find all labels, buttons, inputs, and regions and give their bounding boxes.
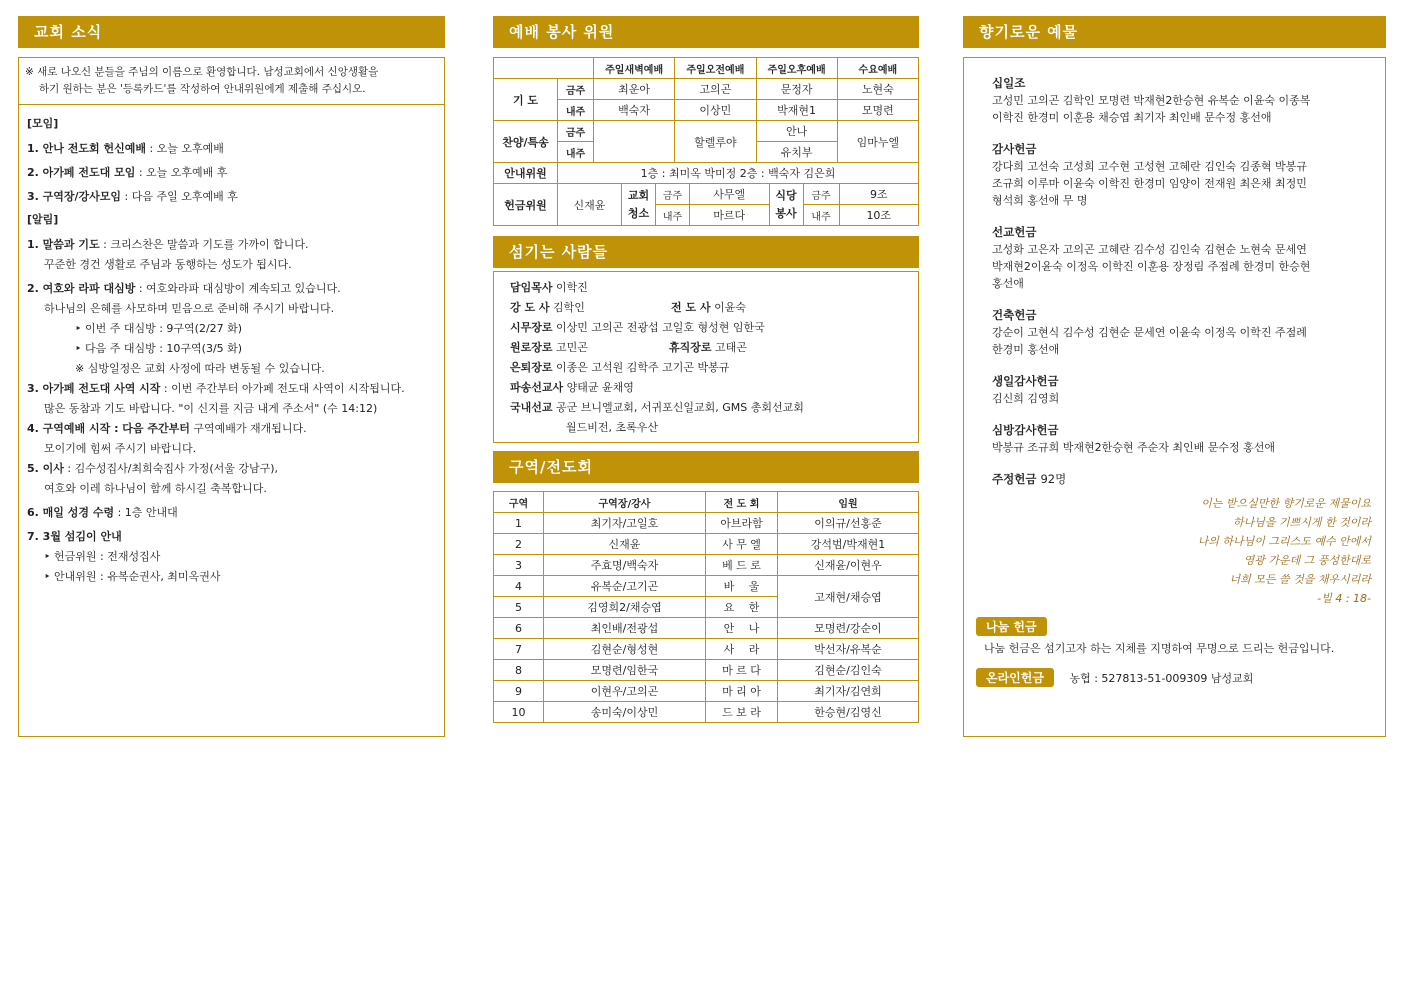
districts-table: 구역 구역장/강사 전 도 회 임원 1 최기자/고일호 아브라함 이의규/선홍준 2 신재윤 사 무 엘 강석범/박재현1 3 주효명/백숙자 베 드 로 신재윤/이현우 4 유복순/고기곤 바 울 고재현/채승엽 5 김영희2/채승엽 요 한 6 최인배/전광섭 안 나 모명련/강순이 7 김현순/형성현 사 라 박선자/유복순 8 모명련/임한국 마 르 다 김현순/김인숙 9 이현우/고의곤 마 리 아 최기자/김연희 10 송미숙/이상민 드 보 라 한승현/김영신	[493, 491, 919, 723]
notice-4-sub: 모이기에 힘써 주시기 바랍니다.	[44, 442, 197, 455]
section-meeting: [모임]	[27, 117, 59, 130]
table-row: 10 송미숙/이상민 드 보 라 한승현/김영신	[494, 702, 919, 723]
table-row: 8 모명련/임한국 마 르 다 김현순/김인숙	[494, 660, 919, 681]
guide-text: 1층 : 최미옥 박미정 2층 : 백숙자 김은희	[558, 163, 919, 184]
worship-table: 주일새벽예배 주일오전예배 주일오후예배 수요예배 기 도 금주 최운아 고의곤 문정자 노현숙 내주 백숙자 이상민 박재현1 모명련 찬양/특송 금주 할렐루야 안나 임마누엘 내주 유치부 안내위원 1층 : 최미옥 박미정 2층 : 백숙자 김은희	[493, 57, 919, 184]
offerings-column	[963, 16, 1386, 737]
notice-5: 5. 이사 : 김수성집사/최희숙집사 가정(서울 강남구),	[27, 462, 279, 475]
praise-label: 찬양/특송	[494, 121, 558, 163]
offerings-box	[963, 57, 1386, 737]
header-morning: 주일오전예배	[675, 58, 756, 79]
table-row: 7 김현순/형성현 사 라 박선자/유복순	[494, 639, 919, 660]
table-row: 4 유복순/고기곤 바 울 고재현/채승엽	[494, 576, 919, 597]
notice-3: 3. 아가페 전도대 사역 시작 : 이번 주간부터 아가페 전도대 사역이 시작됩니다.	[27, 382, 405, 395]
worship-column	[493, 16, 919, 723]
table-row: 1 최기자/고일호 아브라함 이의규/선홍준	[494, 513, 919, 534]
prayer-label: 기 도	[494, 79, 558, 121]
servants-box: 담임목사 이학진 강 도 사 김학인 전 도 사 이윤숙 시무장로 이상민 고의곤 전광섭 고일호 형성현 임한국 원로장로 고민곤 휴직장로 고태곤 은퇴장로 이종은 고석원 김학주 고기곤 박봉규 파송선교사 양태균 윤채영 국내선교 공군 브니엘교회, 서귀포신일교회, GMS 총회선교회 월드비전, 초록우산	[493, 271, 919, 443]
news-box	[18, 57, 445, 737]
bible-verse: 이는 받으실만한 향기로운 제물이요 하나님을 기쁘시게 한 것이라 나의 하나님이 그리스도 예수 안에서 영광 가운데 그 풍성한대로 너희 모든 쓸 것을 채우시리라 -빌 4 : 18-	[1197, 497, 1371, 605]
offerings-title: 향기로운 예물	[963, 16, 1386, 48]
notice-2-bullet-3: ※ 심방일정은 교회 사정에 따라 변동될 수 있습니다.	[75, 362, 325, 375]
notice-6: 6. 매일 성경 수령 : 1층 안내대	[27, 506, 178, 519]
guide-label: 안내위원	[494, 163, 558, 184]
notice-2-bullet-1: ‣ 이번 주 대심방 : 9구역(2/27 화)	[75, 322, 243, 335]
news-title: 교회 소식	[18, 16, 445, 48]
offering-table: 헌금위원 신재윤 교회 청소 금주 사무엘 식당 봉사 금주 9조 내주 마르다 내주 10조	[493, 183, 919, 226]
table-row: 6 최인배/전광섭 안 나 모명련/강순이	[494, 618, 919, 639]
meeting-3: 3. 구역장/강사모임 : 다음 주일 오후예배 후	[27, 190, 238, 203]
notice-1-sub: 꾸준한 경건 생활로 주님과 동행하는 성도가 됩시다.	[44, 258, 292, 271]
news-items	[19, 105, 444, 587]
share-offering: 나눔 헌금 나눔 헌금은 섬기고자 하는 지체를 지명하여 무명으로 드리는 헌금입니다.	[964, 608, 1385, 656]
welcome-notice: ※ 새로 나오신 분들을 주님의 이름으로 환영합니다. 남성교회에서 신앙생활을 하기 원하는 분은 '등록카드'를 작성하여 안내위원에게 제출해 주십시오.	[19, 58, 444, 105]
notice-2-sub: 하나님의 은혜를 사모하며 믿음으로 준비해 주시기 바랍니다.	[44, 302, 335, 315]
online-offering: 온라인헌금 농협 : 527813-51-009309 남성교회	[964, 656, 1385, 687]
section-notice: [알림]	[27, 213, 59, 226]
notice-3-sub: 많은 동참과 기도 바랍니다. "이 신지를 지금 내게 주소서" (수 14:12)	[44, 402, 378, 415]
meeting-2: 2. 아가페 전도대 모임 : 오늘 오후예배 후	[27, 166, 228, 179]
notice-7: 7. 3월 섬김이 안내	[27, 530, 122, 543]
header-dawn: 주일새벽예배	[594, 58, 675, 79]
servants-title: 섬기는 사람들	[493, 236, 919, 268]
table-row: 3 주효명/백숙자 베 드 로 신재윤/이현우	[494, 555, 919, 576]
notice-7-bullet-2: ‣ 안내위원 : 유복순권사, 최미옥권사	[44, 570, 221, 583]
header-wednesday: 수요예배	[837, 58, 918, 79]
notice-1: 1. 말씀과 기도 : 크리스찬은 말씀과 기도를 가까이 합니다.	[27, 238, 309, 251]
worship-title: 예배 봉사 위원	[493, 16, 919, 48]
header-afternoon: 주일오후예배	[756, 58, 837, 79]
districts-title: 구역/전도회	[493, 451, 919, 483]
meeting-1: 1. 안나 전도회 헌신예배 : 오늘 오후예배	[27, 142, 224, 155]
table-row: 5 김영희2/채승엽 요 한	[494, 597, 919, 618]
table-row: 2 신재윤 사 무 엘 강석범/박재현1	[494, 534, 919, 555]
table-row: 9 이현우/고의곤 마 리 아 최기자/김연희	[494, 681, 919, 702]
notice-2: 2. 여호와 라파 대심방 : 여호와라파 대심방이 계속되고 있습니다.	[27, 282, 341, 295]
news-column	[18, 16, 445, 737]
notice-7-bullet-1: ‣ 헌금위원 : 전재성집사	[44, 550, 161, 563]
notice-5-sub: 여호와 이레 하나님이 함께 하시길 축복합니다.	[44, 482, 267, 495]
notice-2-bullet-2: ‣ 다음 주 대심방 : 10구역(3/5 화)	[75, 342, 243, 355]
offerings-list: 십일조 고성민 고의곤 김학인 모명련 박재현2한승현 유복순 이윤숙 이종복 이학진 한경미 이훈용 채승엽 최기자 최인배 문수정 홍선애 감사헌금 강다희 고선숙 고성희 고수현 고성현 고혜란 김인숙 김종혁 박봉규 조규희 이루마 이윤숙 이학진 한경미 임양이 전재원 최은채 최정민 형석희 홍선애 무 명 선교헌금 고성화 고은자 고의곤 고혜란 김수성 김인숙 김현순 노현숙 문세연 박재현2이윤숙 이정옥 이학진 이훈용 장정림 주점례 한경미 한승현 홍선애 건축헌금 강순이 고현식 김수성 김현순 문세연 이윤숙 이정옥 이학진 주점례 한경미 홍선애 생일감사헌금 김신희 김영희 심방감사헌금 박봉규 조규희 박재현2한승현 주순자 최인배 문수정 홍선애 주정헌금 92명	[992, 76, 1311, 486]
notice-4: 4. 구역예배 시작 : 다음 주간부터 구역예배가 재개됩니다.	[27, 422, 307, 435]
